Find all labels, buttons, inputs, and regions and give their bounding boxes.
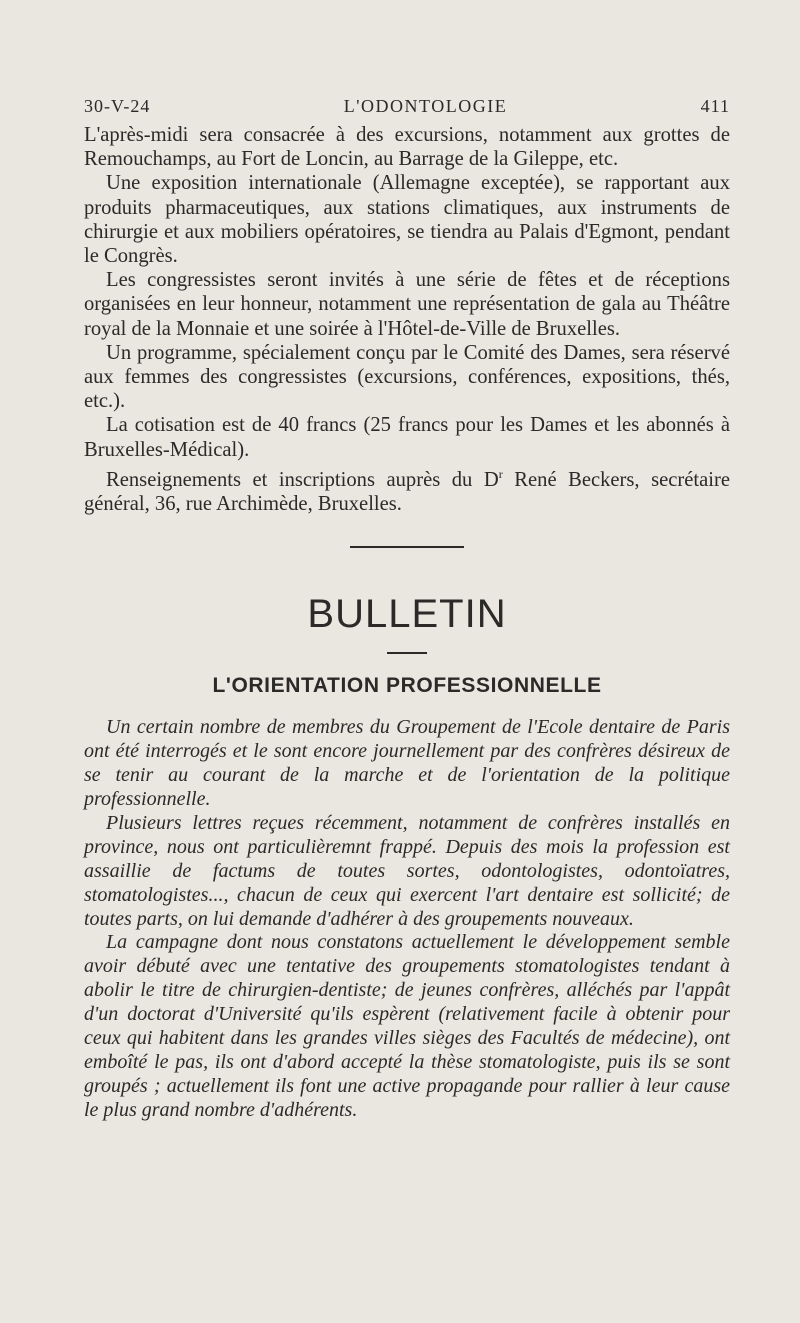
running-header (84, 96, 730, 117)
paragraph-cotisation: La cotisation est de 40 francs (25 francs pour les Dames et les abonnés à Bruxelles-Médical). (84, 414, 730, 461)
paragraph-excursions: L'après-midi sera consacrée à des excursions, notamment aux grottes de Remouchamps, au Fort de Loncin, au Barrage de la Gileppe, etc. (84, 124, 730, 171)
renseignements-text-end: René Beckers, secrétaire général, 36, rue Archimède, Bruxelles. (84, 468, 730, 516)
bulletin-heading: BULLETIN (307, 592, 507, 637)
article-body (84, 716, 730, 1122)
header-page-number: 411 (700, 96, 730, 116)
paragraph-programme-dames: Un programme, spécialement conçu par le Comité des Dames, sera réservé aux femmes des congressistes (excursions, conférences, expositions, thés, etc.). (84, 341, 730, 413)
renseignements-superscript: r (498, 466, 503, 481)
heading-underline (387, 652, 427, 654)
renseignements-text-start: Renseignements et inscriptions auprès du D (106, 468, 499, 491)
paragraph-exposition: Une exposition internationale (Allemagne exceptée), se rapportant aux produits pharmaceutiques, aux stations climatiques, aux instruments de chirurgie et aux mobiliers opératoires, se tiendra au Palais d'Egmont, pendant le Congrès. (84, 172, 730, 268)
article-paragraph-2: Plusieurs lettres reçues récemment, notamment de confrères installés en province, nous ont particulièremnt frappé. Depuis des mois la profession est assaillie de factums de toutes sortes, odontologistes, odontoïatres, stomatologistes..., chacun de ceux qui exercent l'art dentaire est sollicité; de toutes parts, on lui demande d'adhérer à des groupements nouveaux. (84, 811, 730, 930)
article-paragraph-3: La campagne dont nous constatons actuellement le développement semble avoir débuté avec une tentative des groupements stomatologistes tendant à abolir le titre de chirurgien-dentiste; de jeunes confrères, alléchés par l'appât d'un doctorat d'Université qu'ils espèrent (relativement facile à obtenir pour ceux qui habitent dans les grandes villes sièges des Facultés de médecine), ont emboîté le pas, ils ont d'abord accepté la thèse stomatologiste, puis ils se sont groupés ; actuellement ils font une active propagande pour rallier à leur cause le plus grand nombre d'adhérents. (84, 931, 730, 1121)
header-date: 30-V-24 (84, 96, 151, 116)
journal-page (84, 96, 730, 1123)
intro-text (84, 123, 730, 516)
paragraph-fetes: Les congressistes seront invités à une série de fêtes et de réceptions organisées en leur honneur, notamment une représentation de gala au Théâtre royal de la Monnaie et une soirée à l'Hôtel-de-Ville de Bruxelles. (84, 269, 730, 340)
paragraph-renseignements (84, 462, 730, 516)
section-divider (350, 546, 464, 548)
article-title: L'ORIENTATION PROFESSIONNELLE (212, 674, 602, 698)
header-journal-title: L'ODONTOLOGIE (343, 96, 508, 116)
article-paragraph-1: Un certain nombre de membres du Groupement de l'Ecole dentaire de Paris ont été interrogés et le sont encore journellement par des confrères désireux de se tenir au courant de la marche et de l'orientation de la politique professionnelle. (84, 716, 730, 810)
